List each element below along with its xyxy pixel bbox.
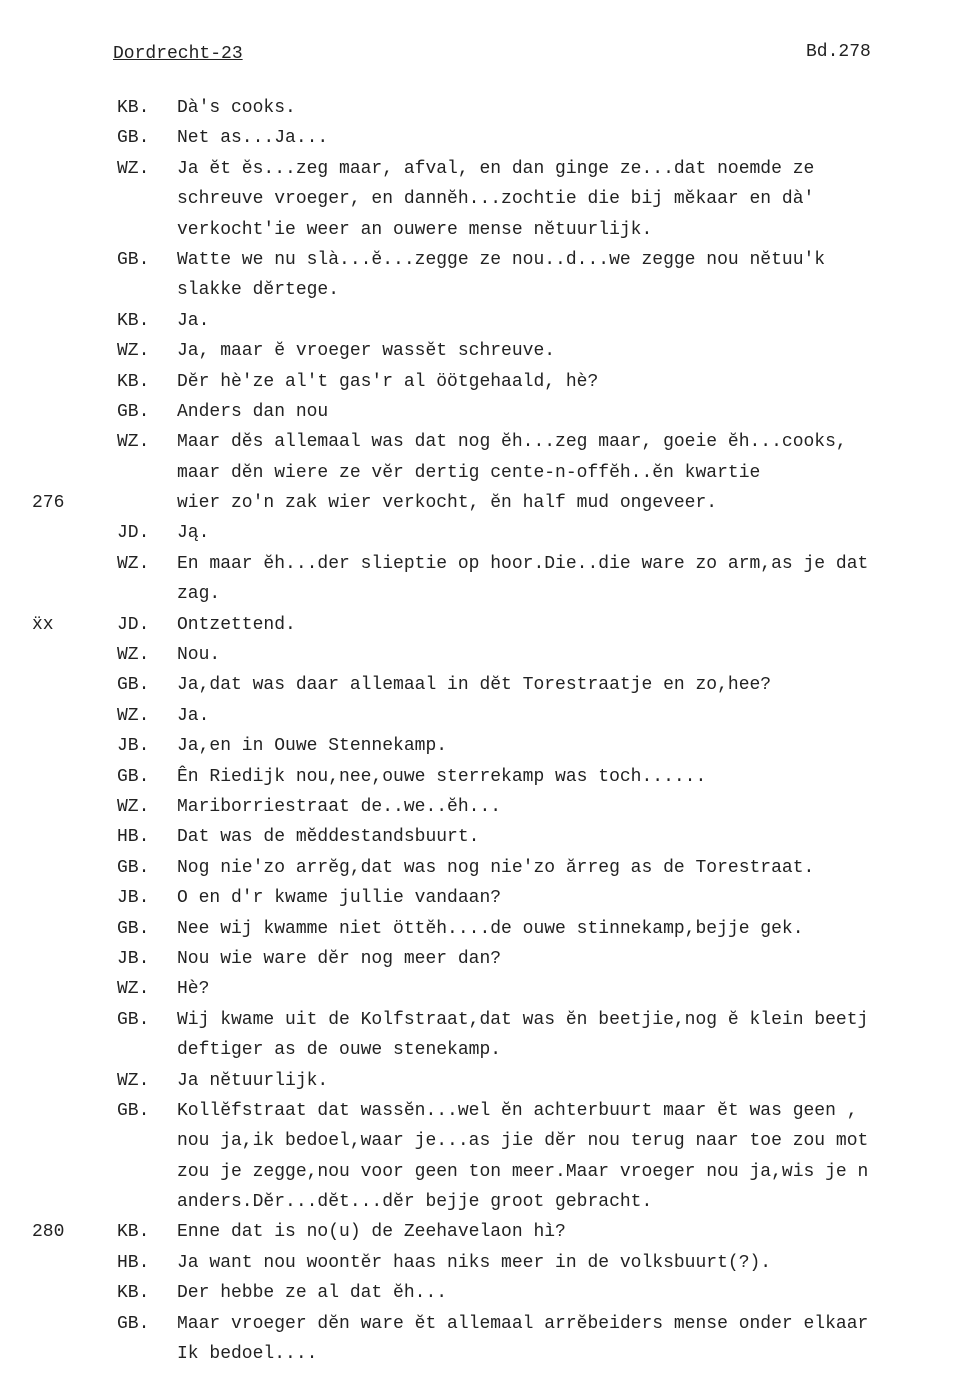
transcript-line [0, 336, 973, 366]
transcript-line [0, 1278, 973, 1308]
utterance-text: Hè? [177, 979, 210, 1000]
speaker-label: KB. [117, 371, 150, 392]
transcript-line [0, 610, 973, 640]
utterance-text: zou je zegge,nou voor geen ton meer.Maar vroeger nou ja,wis je n [177, 1161, 869, 1182]
transcript-line [0, 640, 973, 670]
speaker-label: KB. [117, 98, 150, 118]
speaker-label: GB. [117, 1100, 150, 1121]
transcript-line [0, 1126, 973, 1156]
speaker-label: JB. [117, 888, 150, 909]
utterance-text: Ên Riedijk nou,nee,ouwe sterrekamp was toch...... [177, 766, 707, 787]
utterance-text: Kollĕfstraat dat wassĕn...wel ĕn achterbuurt maar ĕt was geen , [177, 1100, 858, 1121]
transcript-line [0, 701, 973, 731]
utterance-text: Maar dĕs allemaal was dat nog ĕh...zeg maar, goeie ĕh...cooks, [177, 432, 847, 453]
utterance-text: maar dĕn wiere ze vĕr dertig cente-n-offĕh..ĕn kwartie [177, 462, 761, 483]
speaker-label: JD. [117, 614, 150, 635]
speaker-label: WZ. [117, 705, 150, 726]
utterance-text: nou ja,ik bedoel,waar je...as jie dĕr nou terug naar toe zou mot [177, 1131, 869, 1152]
margin-note: ẍx [32, 614, 54, 635]
transcript-line [0, 1096, 973, 1126]
utterance-text: Nou wie ware dĕr nog meer dan? [177, 948, 502, 969]
utterance-text: Ja want nou woontĕr haas niks meer in de volksbuurt(?). [177, 1252, 772, 1273]
margin-note: 276 [32, 493, 65, 514]
speaker-label: KB. [117, 1222, 150, 1243]
transcript-line [0, 123, 973, 153]
utterance-text: Ja,en in Ouwe Stennekamp. [177, 736, 448, 757]
utterance-text: Wij kwame uit de Kolfstraat,dat was ĕn beetjie,nog ĕ klein beetj [177, 1009, 869, 1030]
speaker-label: WZ. [117, 1070, 150, 1091]
transcript-line [0, 1309, 973, 1339]
utterance-text: Nou. [177, 645, 221, 666]
margin-note: 280 [32, 1222, 65, 1243]
transcript-line [0, 762, 973, 792]
speaker-label: HB. [117, 1252, 150, 1273]
transcript-line [0, 579, 973, 609]
transcript-line [0, 914, 973, 944]
speaker-label: HB. [117, 827, 150, 848]
utterance-text: wier zo'n zak wier verkocht, ĕn half mud ongeveer. [177, 493, 718, 514]
utterance-text: Ja,dat was daar allemaal in dĕt Torestraatje en zo,hee? [177, 675, 772, 696]
transcript-line [0, 944, 973, 974]
transcript-line [0, 427, 973, 457]
utterance-text: verkocht'ie weer an ouwere mense nĕtuurlijk. [177, 219, 653, 240]
speaker-label: WZ. [117, 979, 150, 1000]
utterance-text: Ja nĕtuurlijk. [177, 1070, 329, 1091]
utterance-text: Ją. [177, 523, 210, 544]
speaker-label: WZ. [117, 645, 150, 666]
speaker-label: WZ. [117, 158, 150, 179]
utterance-text: Ontzettend. [177, 614, 296, 635]
transcript-line [0, 1066, 973, 1096]
utterance-text: Enne dat is no(u) de Zeehavelaon hì? [177, 1222, 566, 1243]
utterance-text: Ja, maar ĕ vroeger wassĕt schreuve. [177, 341, 556, 362]
transcript-line [0, 306, 973, 336]
utterance-text: En maar ĕh...der slieptie op hoor.Die..die ware zo arm,as je dat [177, 553, 869, 574]
utterance-text: Ja. [177, 310, 210, 331]
speaker-label: KB. [117, 1283, 150, 1304]
speaker-label: WZ. [117, 796, 150, 817]
speaker-label: GB. [117, 675, 150, 696]
utterance-text: Dĕr hè'ze al't gas'r al öötgehaald, hè? [177, 371, 599, 392]
utterance-text: anders.Dĕr...dĕt...dĕr bejje groot gebracht. [177, 1192, 653, 1213]
utterance-text: deftiger as de ouwe stenekamp. [177, 1040, 502, 1061]
transcript-line [0, 458, 973, 488]
speaker-label: JB. [117, 948, 150, 969]
transcript-line [0, 488, 973, 518]
transcript-line [0, 154, 973, 184]
transcript-line [0, 549, 973, 579]
transcript-line [0, 1339, 973, 1369]
transcript-line [0, 184, 973, 214]
utterance-text: Anders dan nou [177, 401, 329, 422]
transcript [0, 93, 973, 1369]
utterance-text: O en d'r kwame jullie vandaan? [177, 888, 502, 909]
transcript-line [0, 974, 973, 1004]
transcript-line [0, 822, 973, 852]
speaker-label: WZ. [117, 341, 150, 362]
speaker-label: JD. [117, 523, 150, 544]
speaker-label: GB. [117, 128, 150, 149]
transcript-line [0, 853, 973, 883]
utterance-text: schreuve vroeger, en dannĕh...zochtie die bij mĕkaar en dà' [177, 189, 815, 210]
speaker-label: GB. [117, 1009, 150, 1030]
speaker-label: WZ. [117, 553, 150, 574]
utterance-text: Dat was de mĕddestandsbuurt. [177, 827, 480, 848]
utterance-text: Watte we nu slà...ĕ...zegge ze nou..d...we zegge nou nĕtuu'k [177, 249, 826, 270]
utterance-text: Dà's cooks. [177, 98, 296, 118]
utterance-text: Mariborriestraat de..we..ĕh... [177, 796, 502, 817]
transcript-line [0, 367, 973, 397]
transcript-line [0, 93, 973, 123]
speaker-label: GB. [117, 857, 150, 878]
speaker-label: GB. [117, 1313, 150, 1334]
speaker-label: KB. [117, 310, 150, 331]
utterance-text: Maar vroeger dĕn ware ĕt allemaal arrĕbeiders mense onder elkaar [177, 1313, 869, 1334]
transcript-line [0, 883, 973, 913]
utterance-text: Nog nie'zo arrĕg,dat was nog nie'zo ărreg as de Torestraat. [177, 857, 815, 878]
speaker-label: GB. [117, 249, 150, 270]
transcript-line [0, 397, 973, 427]
transcript-line [0, 1217, 973, 1247]
utterance-text: slakke dĕrtege. [177, 280, 340, 301]
transcript-line [0, 215, 973, 245]
utterance-text: Ja. [177, 705, 210, 726]
document-title: Dordrecht-23 [113, 44, 243, 64]
transcript-line [0, 792, 973, 822]
utterance-text: Ja ĕt ĕs...zeg maar, afval, en dan ginge ze...dat noemde ze [177, 158, 815, 179]
utterance-text: Net as...Ja... [177, 128, 329, 149]
speaker-label: GB. [117, 918, 150, 939]
speaker-label: WZ. [117, 432, 150, 453]
utterance-text: Der hebbe ze al dat ĕh... [177, 1283, 448, 1304]
utterance-text: Nee wij kwamme niet öttĕh....de ouwe stinnekamp,bejje gek. [177, 918, 804, 939]
transcript-line [0, 275, 973, 305]
transcript-line [0, 1005, 973, 1035]
transcript-line [0, 731, 973, 761]
transcript-line [0, 1187, 973, 1217]
speaker-label: GB. [117, 766, 150, 787]
speaker-label: GB. [117, 401, 150, 422]
page-reference: Bd.278 [806, 42, 871, 62]
transcript-line [0, 1248, 973, 1278]
transcript-line [0, 1035, 973, 1065]
speaker-label: JB. [117, 736, 150, 757]
transcript-line [0, 1157, 973, 1187]
utterance-text: Ik bedoel.... [177, 1344, 318, 1365]
transcript-line [0, 518, 973, 548]
utterance-text: zag. [177, 584, 221, 605]
transcript-line [0, 670, 973, 700]
transcript-line [0, 245, 973, 275]
